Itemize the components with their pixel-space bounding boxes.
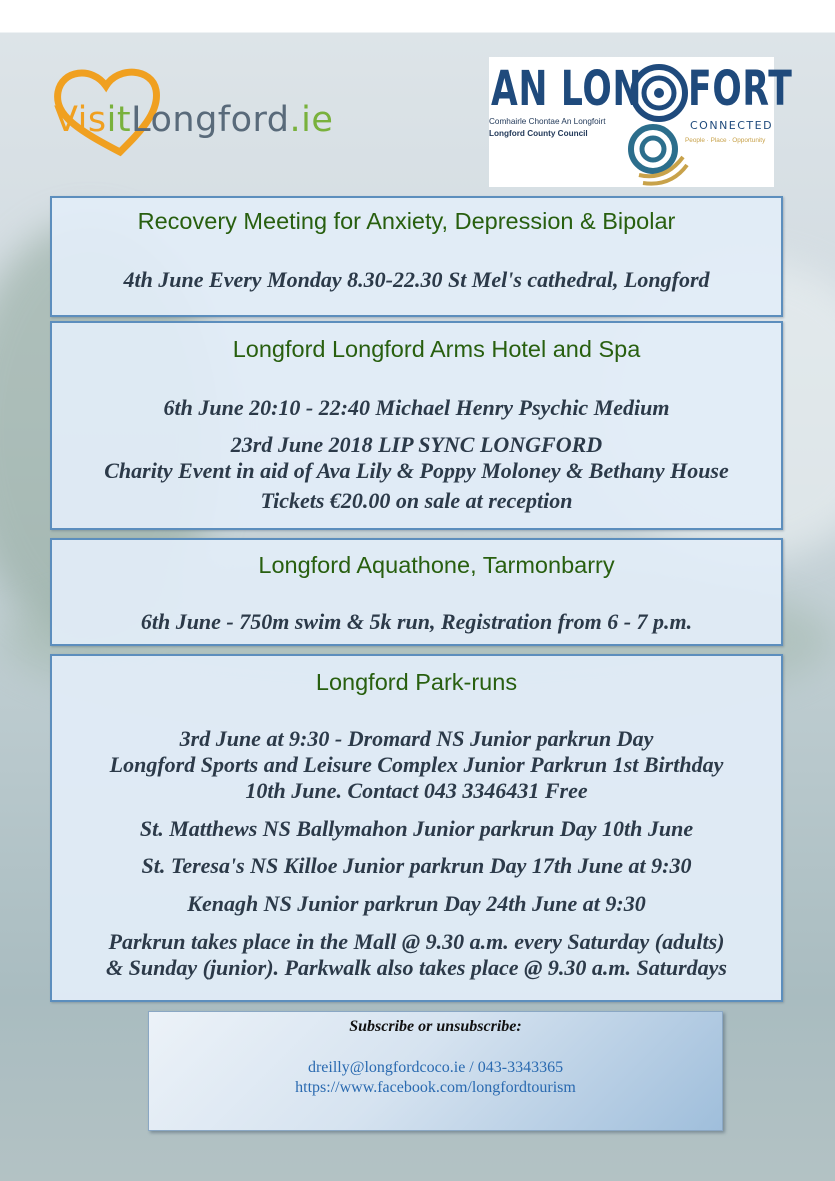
section-aquathone: [50, 538, 783, 646]
council-connected: CONNECTED: [690, 119, 774, 132]
section-heading: Longford Longford Arms Hotel and Spa: [232, 336, 641, 362]
event-line: Longford Sports and Leisure Complex Junior Parkrun 1st Birthday: [109, 752, 724, 777]
event-line: St. Teresa's NS Killoe Junior parkrun Day 17th June at 9:30: [141, 853, 692, 878]
visit-logo-text-3: Longford: [131, 100, 290, 140]
event-line: Kenagh NS Junior parkrun Day 24th June at 9:30: [187, 891, 646, 916]
event-line: 23rd June 2018 LIP SYNC LONGFORD: [230, 432, 603, 457]
council-tagline: People · Place · Opportunity: [685, 137, 766, 144]
visit-longford-logo: [48, 60, 408, 170]
section-heading: Longford Park-runs: [315, 669, 518, 695]
visit-logo-text-4: .ie: [289, 100, 334, 140]
event-line: Parkrun takes place in the Mall @ 9.30 a.m. every Saturday (adults): [108, 929, 725, 954]
council-english-name: Longford County Council: [489, 129, 588, 138]
event-line: St. Matthews NS Ballymahon Junior parkrun Day 10th June: [139, 816, 694, 841]
visit-logo-text-2: it: [106, 100, 132, 140]
event-line: 4th June Every Monday 8.30-22.30 St Mel's cathedral, Longford: [123, 267, 710, 292]
subscribe-box: [148, 1011, 723, 1131]
event-line: 6th June 20:10 - 22:40 Michael Henry Psychic Medium: [163, 395, 670, 420]
event-line: Tickets €20.00 on sale at reception: [260, 488, 573, 513]
section-recovery-meeting: [50, 196, 783, 317]
event-line: Charity Event in aid of Ava Lily & Poppy Moloney & Bethany House: [104, 458, 729, 483]
section-arms-hotel: [50, 321, 783, 530]
section-park-runs: [50, 654, 783, 1002]
spiral-logo-icon: [625, 57, 695, 187]
subscribe-title: Subscribe or unsubscribe:: [349, 1018, 522, 1035]
event-line: 10th June. Contact 043 3346431 Free: [245, 778, 588, 803]
section-heading: Longford Aquathone, Tarmonbarry: [258, 552, 615, 578]
visit-logo-text-1: Vis: [54, 100, 107, 140]
contact-email-phone[interactable]: dreilly@longfordcoco.ie / 043-3343365: [307, 1059, 564, 1076]
section-heading: Recovery Meeting for Anxiety, Depression & Bipolar: [137, 208, 676, 234]
facebook-link[interactable]: https://www.facebook.com/longfordtourism: [295, 1079, 576, 1096]
event-line: 6th June - 750m swim & 5k run, Registration from 6 - 7 p.m.: [140, 609, 693, 634]
event-line: & Sunday (junior). Parkwalk also takes place @ 9.30 a.m. Saturdays: [106, 955, 727, 980]
council-title-left: AN LON: [491, 61, 643, 117]
council-logo: [489, 57, 793, 187]
council-irish-name: Comhairle Chontae An Longfoirt: [489, 117, 606, 126]
council-title-right: FORT: [688, 61, 793, 117]
event-line: 3rd June at 9:30 - Dromard NS Junior parkrun Day: [179, 726, 654, 751]
